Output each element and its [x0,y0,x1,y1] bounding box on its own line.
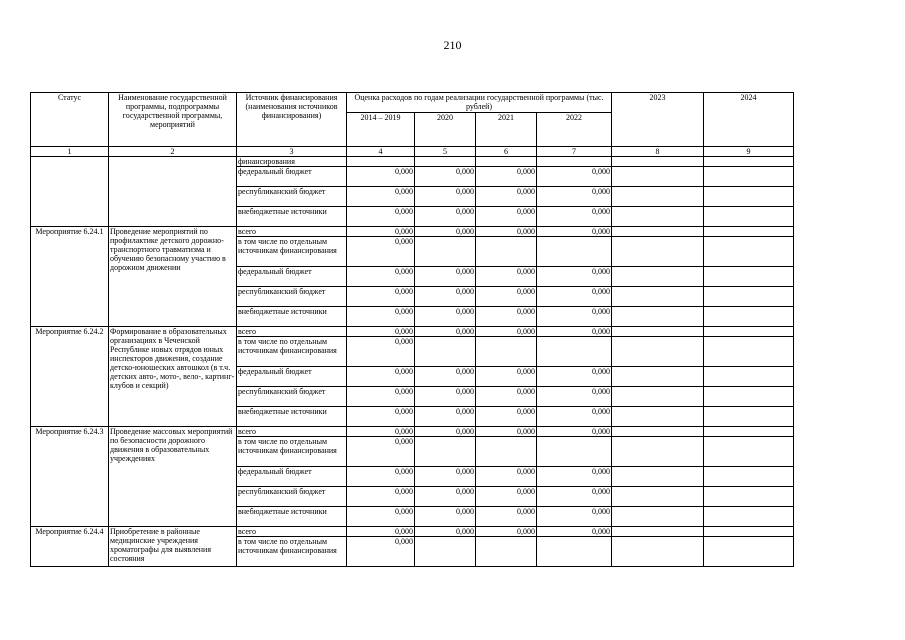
value-cell: 0,000 [415,327,476,337]
value-cell: 0,000 [476,387,537,407]
value-cell [476,157,537,167]
value-cell [537,157,612,167]
value-cell: 0,000 [537,287,612,307]
source-cell: внебюджетные источники [237,207,347,227]
source-cell: федеральный бюджет [237,167,347,187]
value-cell [415,157,476,167]
value-cell-2024 [704,167,794,187]
value-cell: 0,000 [476,187,537,207]
value-cell-2023 [612,427,704,437]
value-cell: 0,000 [537,327,612,337]
value-cell: 0,000 [537,387,612,407]
value-cell: 0,000 [537,487,612,507]
value-cell [476,537,537,567]
value-cell-2023 [612,157,704,167]
value-cell-2023 [612,367,704,387]
value-cell-2024 [704,327,794,337]
source-cell: внебюджетные источники [237,407,347,427]
value-cell: 0,000 [347,307,415,327]
source-cell: в том числе по отдельным источникам финансирования [237,537,347,567]
value-cell: 0,000 [476,487,537,507]
source-cell: республиканский бюджет [237,487,347,507]
value-cell: 0,000 [347,187,415,207]
value-cell: 0,000 [347,337,415,367]
value-cell: 0,000 [476,207,537,227]
value-cell: 0,000 [415,267,476,287]
value-cell: 0,000 [347,537,415,567]
header-status: Статус [31,93,109,147]
value-cell-2023 [612,507,704,527]
source-cell: всего [237,527,347,537]
value-cell: 0,000 [476,467,537,487]
value-cell-2023 [612,207,704,227]
value-cell: 0,000 [415,167,476,187]
value-cell-2023 [612,527,704,537]
value-cell-2024 [704,187,794,207]
value-cell: 0,000 [347,437,415,467]
value-cell: 0,000 [476,227,537,237]
value-cell: 0,000 [347,427,415,437]
table-row [31,427,794,437]
value-cell [415,237,476,267]
value-cell: 0,000 [537,267,612,287]
value-cell: 0,000 [415,387,476,407]
source-cell: в том числе по отдельным источникам финансирования [237,237,347,267]
value-cell: 0,000 [476,427,537,437]
measure-name: Формирование в образовательных организациях в Чеченской Республике новых отрядов юных инспекторов движения, создание детско-юношеских автошкол (в т.ч. детских авто-, мото-, вело-, картинг-клубов и секций) [109,327,237,427]
source-cell: всего [237,327,347,337]
source-cell: в том числе по отдельным источникам финансирования [237,437,347,467]
value-cell-2023 [612,327,704,337]
status-cell [31,157,109,227]
source-cell: внебюджетные источники [237,307,347,327]
source-cell: федеральный бюджет [237,467,347,487]
value-cell: 0,000 [537,427,612,437]
budget-table [30,92,794,567]
header-source: Источник финансирования (наименования источников финансирования) [237,93,347,147]
value-cell [537,437,612,467]
value-cell-2024 [704,237,794,267]
measure-name: Проведение мероприятий по профилактике детского дорожно-транспортного травматизма и обучению безопасному участию в дорожном движении [109,227,237,327]
table-row [31,157,794,167]
value-cell: 0,000 [347,527,415,537]
source-cell: всего [237,427,347,437]
source-cell: республиканский бюджет [237,187,347,207]
value-cell: 0,000 [415,507,476,527]
value-cell-2024 [704,387,794,407]
value-cell [537,337,612,367]
value-cell-2024 [704,157,794,167]
value-cell: 0,000 [415,207,476,227]
source-cell: федеральный бюджет [237,267,347,287]
value-cell-2024 [704,467,794,487]
col-index: 1 [31,147,109,157]
value-cell: 0,000 [415,367,476,387]
table-row [31,327,794,337]
table-body [31,157,794,567]
source-cell: республиканский бюджет [237,387,347,407]
value-cell: 0,000 [347,367,415,387]
measure-status: Мероприятие 6.24.1 [31,227,109,327]
value-cell-2024 [704,337,794,367]
value-cell: 0,000 [476,527,537,537]
value-cell: 0,000 [347,467,415,487]
value-cell: 0,000 [537,507,612,527]
value-cell-2024 [704,227,794,237]
col-index: 9 [704,147,794,157]
value-cell: 0,000 [415,307,476,327]
value-cell-2024 [704,207,794,227]
value-cell-2024 [704,537,794,567]
value-cell-2023 [612,187,704,207]
value-cell: 0,000 [347,237,415,267]
source-cell: всего [237,227,347,237]
value-cell: 0,000 [537,167,612,187]
col-index: 3 [237,147,347,157]
value-cell: 0,000 [347,507,415,527]
header-year-2024: 2024 [704,93,794,147]
value-cell: 0,000 [476,407,537,427]
value-cell-2024 [704,307,794,327]
value-cell [347,157,415,167]
col-index: 2 [109,147,237,157]
value-cell: 0,000 [347,407,415,427]
value-cell-2024 [704,507,794,527]
value-cell-2023 [612,167,704,187]
value-cell-2023 [612,307,704,327]
value-cell: 0,000 [415,427,476,437]
source-cell: в том числе по отдельным источникам финансирования [237,337,347,367]
header-year-2014-2019: 2014 – 2019 [347,113,415,147]
value-cell-2024 [704,267,794,287]
value-cell-2024 [704,407,794,427]
value-cell-2023 [612,237,704,267]
value-cell: 0,000 [347,487,415,507]
value-cell: 0,000 [347,227,415,237]
value-cell-2023 [612,467,704,487]
source-cell: финансирования [237,157,347,167]
value-cell: 0,000 [537,227,612,237]
value-cell: 0,000 [415,527,476,537]
value-cell: 0,000 [476,367,537,387]
table-row [31,227,794,237]
value-cell: 0,000 [347,167,415,187]
value-cell-2024 [704,367,794,387]
value-cell-2024 [704,487,794,507]
col-index: 6 [476,147,537,157]
value-cell-2023 [612,337,704,367]
source-cell: внебюджетные источники [237,507,347,527]
measure-name-cell [109,157,237,227]
value-cell [415,337,476,367]
value-cell: 0,000 [537,467,612,487]
value-cell-2024 [704,527,794,537]
value-cell: 0,000 [537,187,612,207]
value-cell: 0,000 [415,467,476,487]
value-cell [415,537,476,567]
value-cell: 0,000 [347,387,415,407]
header-estimate: Оценка расходов по годам реализации государственной программы (тыс. рублей) [347,93,612,113]
value-cell: 0,000 [415,407,476,427]
value-cell: 0,000 [476,167,537,187]
column-index-row [31,147,794,157]
value-cell: 0,000 [476,507,537,527]
value-cell: 0,000 [476,307,537,327]
page-number: 210 [443,38,462,52]
measure-status: Мероприятие 6.24.2 [31,327,109,427]
value-cell: 0,000 [537,367,612,387]
header-year-2023: 2023 [612,93,704,147]
measure-name: Приобретение в районные медицинские учреждения хроматографы для выявления состояния [109,527,237,567]
value-cell: 0,000 [347,287,415,307]
col-index: 5 [415,147,476,157]
value-cell [537,537,612,567]
value-cell: 0,000 [537,527,612,537]
value-cell: 0,000 [415,487,476,507]
header-year-2020: 2020 [415,113,476,147]
value-cell [476,437,537,467]
value-cell: 0,000 [476,327,537,337]
value-cell: 0,000 [415,287,476,307]
value-cell-2024 [704,437,794,467]
table-row [31,527,794,537]
source-cell: республиканский бюджет [237,287,347,307]
value-cell-2023 [612,537,704,567]
value-cell [415,437,476,467]
value-cell-2023 [612,227,704,237]
header-name: Наименование государственной программы, подпрограммы государственной программы, мероприятий [109,93,237,147]
value-cell-2024 [704,287,794,307]
measure-status: Мероприятие 6.24.3 [31,427,109,527]
value-cell: 0,000 [347,267,415,287]
value-cell: 0,000 [347,327,415,337]
value-cell: 0,000 [476,267,537,287]
col-index: 7 [537,147,612,157]
value-cell [476,237,537,267]
measure-name: Проведение массовых мероприятий по безопасности дорожного движения в образовательных учреждениях [109,427,237,527]
value-cell: 0,000 [537,307,612,327]
header-year-2022: 2022 [537,113,612,147]
header-year-2021: 2021 [476,113,537,147]
source-cell: федеральный бюджет [237,367,347,387]
value-cell-2023 [612,487,704,507]
value-cell [476,337,537,367]
value-cell: 0,000 [347,207,415,227]
value-cell: 0,000 [537,407,612,427]
value-cell [537,237,612,267]
value-cell-2024 [704,427,794,437]
value-cell-2023 [612,437,704,467]
value-cell-2023 [612,267,704,287]
col-index: 4 [347,147,415,157]
value-cell: 0,000 [476,287,537,307]
value-cell-2023 [612,407,704,427]
value-cell: 0,000 [537,207,612,227]
value-cell-2023 [612,387,704,407]
col-index: 8 [612,147,704,157]
value-cell: 0,000 [415,187,476,207]
value-cell: 0,000 [415,227,476,237]
header-row-1 [31,93,794,113]
measure-status: Мероприятие 6.24.4 [31,527,109,567]
value-cell-2023 [612,287,704,307]
